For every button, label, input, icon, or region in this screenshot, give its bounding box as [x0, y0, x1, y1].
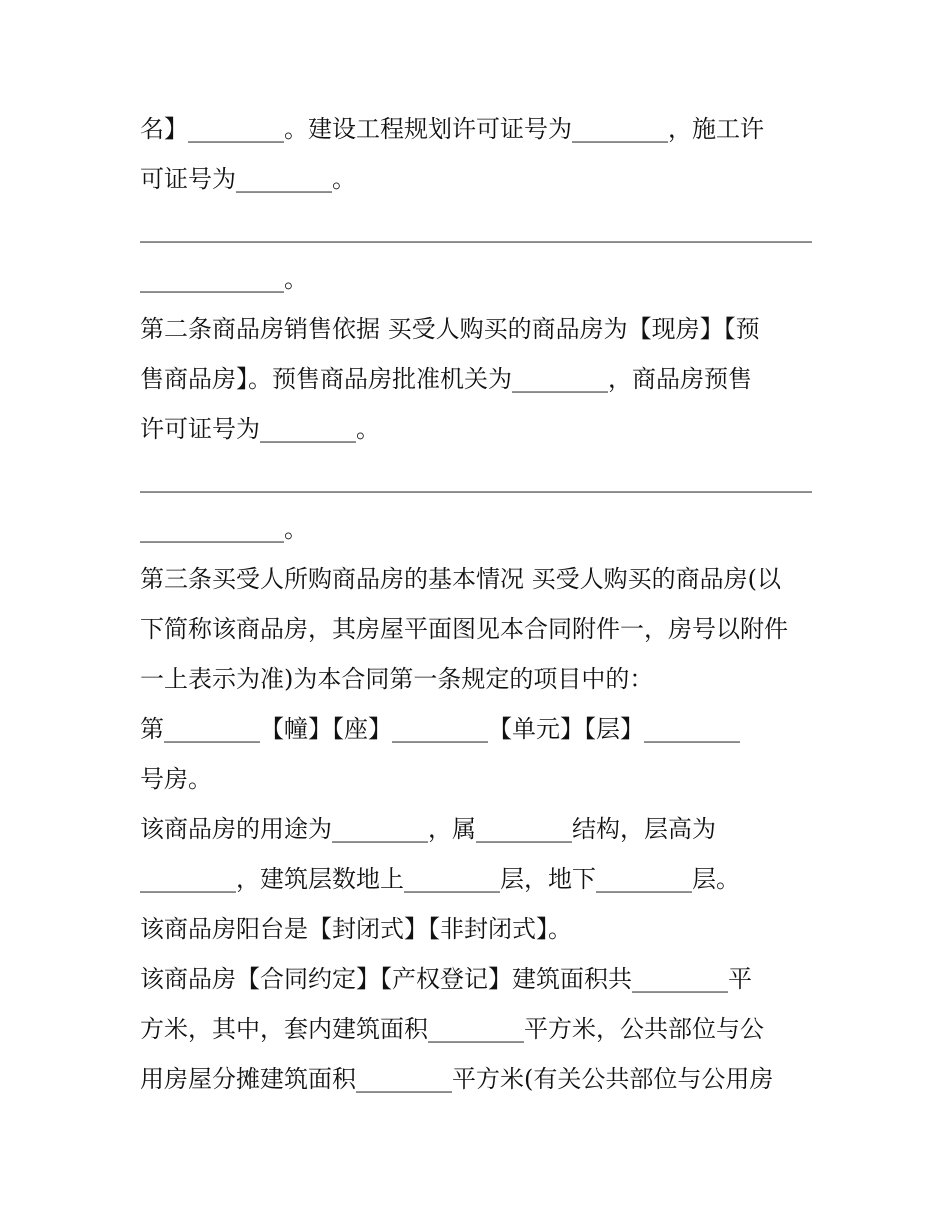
- document-line: 用房屋分摊建筑面积________平方米(有关公共部位与公用房: [140, 1065, 774, 1093]
- document-line: ________，建筑层数地上________层，地下________层。: [140, 865, 740, 893]
- document-line: 可证号为________。: [140, 165, 356, 193]
- document-line: 该商品房的用途为________，属________结构，层高为: [140, 815, 716, 843]
- document-body: [140, 104, 820, 1104]
- document-line: 号房。: [140, 765, 212, 793]
- document-line: 一上表示为准)为本合同第一条规定的项目中的：: [140, 665, 654, 693]
- document-line: 第二条商品房销售依据 买受人购买的商品房为【现房】【预: [140, 315, 760, 343]
- document-line: ____________。: [140, 515, 308, 543]
- document-line: 名】________。建设工程规划许可证号为________，施工许: [140, 115, 764, 143]
- document-line: 该商品房阳台是【封闭式】【非封闭式】。: [140, 915, 572, 943]
- document-line: ________________________________________________________: [140, 465, 812, 493]
- document-line: 第________【幢】【座】________【单元】【层】________: [140, 715, 740, 743]
- document-line: 许可证号为________。: [140, 415, 380, 443]
- document-line: 第三条买受人所购商品房的基本情况 买受人购买的商品房(以: [140, 565, 781, 593]
- document-line: 该商品房【合同约定】【产权登记】建筑面积共________平: [140, 965, 752, 993]
- document-line: 下简称该商品房，其房屋平面图见本合同附件一，房号以附件: [140, 615, 788, 643]
- document-line: 方米，其中，套内建筑面积________平方米，公共部位与公: [140, 1015, 764, 1043]
- document-line: 售商品房】。预售商品房批准机关为________，商品房预售: [140, 365, 752, 393]
- document-line: ________________________________________________________: [140, 215, 812, 243]
- document-line: ____________。: [140, 265, 308, 293]
